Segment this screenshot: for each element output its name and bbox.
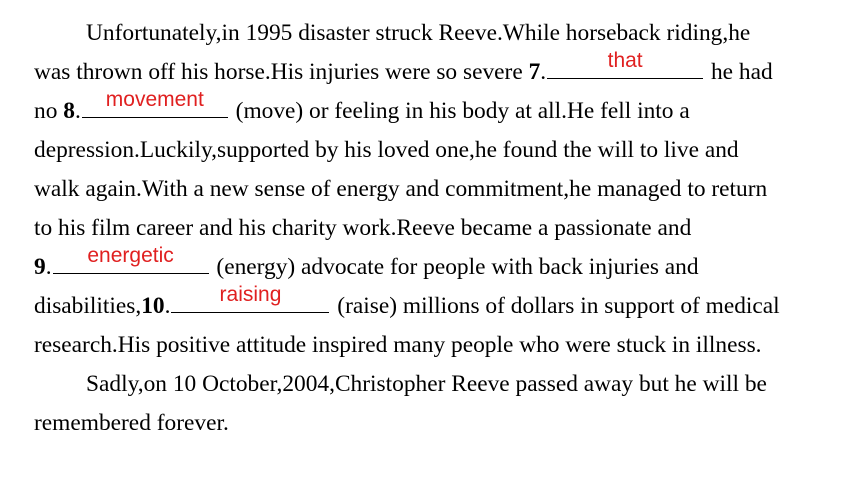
answer-8: movement — [105, 88, 204, 111]
blank-number-9: 9 — [34, 254, 46, 280]
passage-text: Unfortunately,in 1995 disaster struck Reeve.While horseback riding,he — [86, 20, 751, 46]
passage-text: he had — [705, 59, 773, 85]
passage-text: remembered forever. — [34, 410, 229, 436]
passage-text: no — [34, 98, 64, 124]
passage-text: (energy) advocate for people with back injuries and — [210, 254, 699, 280]
passage-text: walk again.With a new sense of energy and commitment,he managed to return — [34, 176, 768, 202]
answer-10: raising — [219, 283, 282, 306]
passage-line: was thrown off his horse.His injuries were so severe 7. that he had — [34, 49, 773, 85]
blank-7 — [547, 49, 703, 79]
passage-line — [34, 326, 834, 365]
blank-9 — [53, 244, 209, 274]
passage-text: Sadly,on 10 October,2004,Christopher Reeve passed away but he will be — [86, 371, 767, 397]
passage-text: depression.Luckily,supported by his loved one,he found the will to live and — [34, 137, 739, 163]
passage-text: (move) or feeling in his body at all.He fell into a — [229, 98, 690, 124]
passage-line — [34, 131, 834, 170]
blank-10 — [171, 283, 329, 313]
passage-line — [34, 404, 834, 443]
passage-line — [34, 209, 834, 248]
passage-line: 9. energetic (energy) advocate for people with back injuries and — [34, 244, 699, 280]
passage-text: research.His positive attitude inspired many people who were stuck in illness. — [34, 332, 762, 358]
passage-text: (raise) millions of dollars in support of medical — [331, 293, 780, 319]
answer-7: that — [607, 49, 643, 72]
passage-line: disabilities,10. raising (raise) millions of dollars in support of medical — [34, 283, 780, 319]
blank-number-10: 10 — [141, 293, 165, 319]
passage-line — [34, 365, 834, 404]
blank-number-7: 7 — [528, 59, 541, 85]
passage-line — [34, 14, 834, 53]
blank-number-8: 8 — [63, 98, 75, 124]
passage-line: no 8. movement (move) or feeling in his body at all.He fell into a — [34, 88, 690, 124]
blank-8 — [82, 88, 228, 118]
passage-text: disabilities, — [34, 293, 142, 319]
passage — [34, 14, 834, 443]
passage-text: was thrown off his horse.His injuries were so severe — [34, 59, 529, 85]
passage-text: to his film career and his charity work.Reeve became a passionate and — [34, 215, 692, 241]
answer-9: energetic — [87, 244, 174, 267]
passage-line — [34, 170, 834, 209]
